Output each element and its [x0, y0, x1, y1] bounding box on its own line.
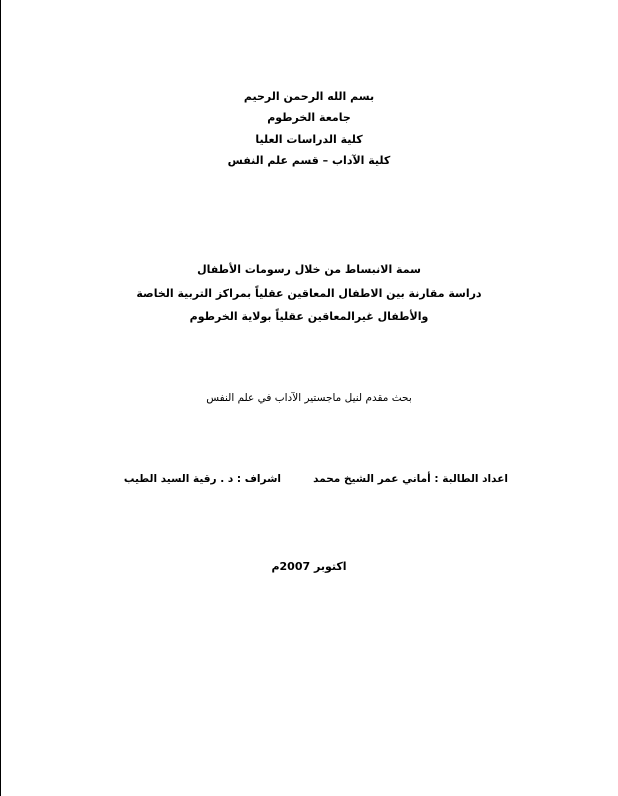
thesis-title-line-2: دراسة مقارنة بين الاطفال المعاقين عقلياً بمراكز التربية الخاصة: [136, 287, 482, 300]
university-name: جامعة الخرطوم: [267, 111, 351, 124]
submission-date: اكتوبر 2007م: [271, 560, 347, 573]
supervisor-credit: اشراف : د . رقية السيد الطيب: [123, 473, 281, 485]
basmala: بسم الله الرحمن الرحيم: [243, 90, 375, 103]
faculty-department: كلية الآداب – قسم علم النفس: [227, 154, 391, 167]
student-credit: اعداد الطالبة : أماني عمر الشيخ محمد: [313, 473, 508, 485]
graduate-college: كلية الدراسات العليا: [255, 133, 363, 146]
submission-statement: بحث مقدم لنيل ماجستير الآداب في علم النفس: [206, 392, 412, 404]
thesis-title-line-3: والأطفال غيرالمعاقين عقلياً بولاية الخرطوم: [189, 310, 429, 323]
thesis-title-line-1: سمة الانبساط من خلال رسومات الأطفال: [197, 263, 421, 276]
